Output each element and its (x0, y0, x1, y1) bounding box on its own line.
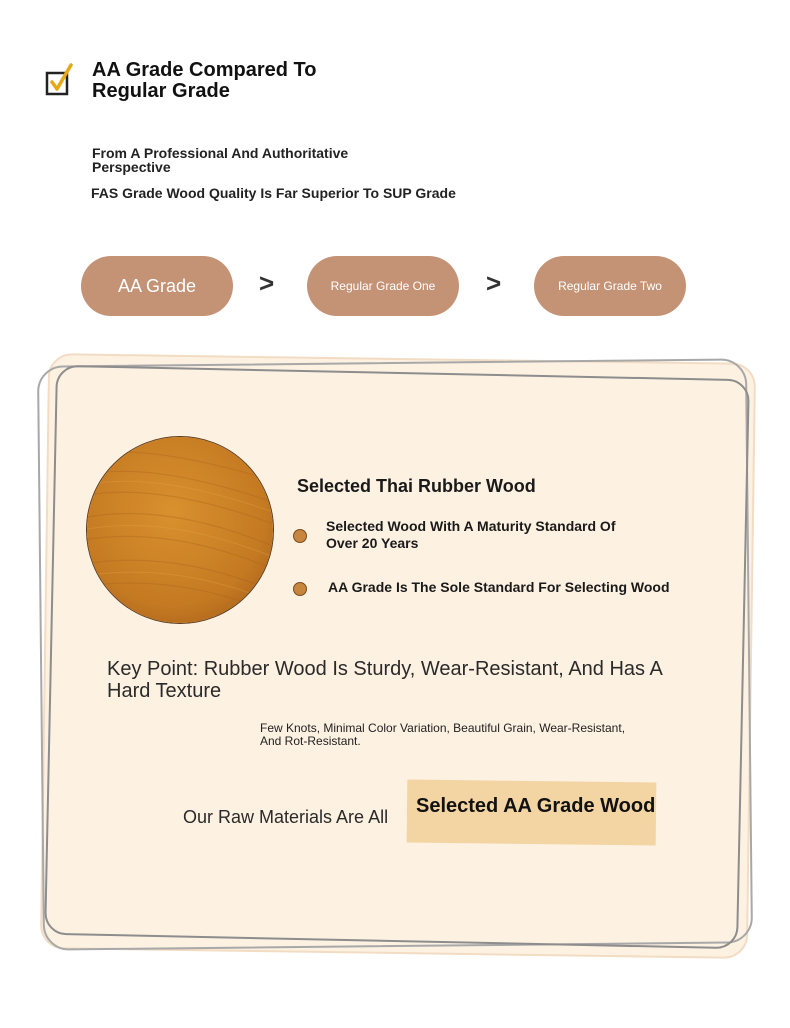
bullet-dot-icon (293, 529, 307, 543)
features-text: Few Knots, Minimal Color Variation, Beautiful Grain, Wear-Resistant, And Rot-Resistant. (260, 721, 626, 748)
raw-materials-value: Selected AA Grade Wood (416, 795, 656, 817)
checkbox-check-icon (44, 62, 76, 100)
raw-materials-label: Our Raw Materials Are All (183, 807, 389, 827)
grade-pill-regular-one: Regular Grade One (307, 256, 459, 316)
page-title: AA Grade Compared To Regular Grade (92, 59, 317, 102)
greater-than-separator: > (259, 268, 275, 298)
page-tagline: FAS Grade Wood Quality Is Far Superior To SUP Grade (91, 185, 456, 201)
key-point-heading: Key Point: Rubber Wood Is Sturdy, Wear-Resistant, And Has A Hard Texture (107, 658, 662, 702)
section-title: Selected Thai Rubber Wood (297, 476, 536, 496)
bullet-text: Selected Wood With A Maturity Standard Of Over 20 Years (326, 518, 616, 551)
bullet-text: AA Grade Is The Sole Standard For Selecting Wood (328, 579, 670, 595)
grade-pill-aa: AA Grade (81, 256, 233, 316)
wood-grain-image (86, 436, 274, 624)
grade-pill-regular-two: Regular Grade Two (534, 256, 686, 316)
page-subtitle: From A Professional And Authoritative Perspective (92, 145, 349, 175)
bullet-dot-icon (293, 582, 307, 596)
greater-than-separator: > (486, 268, 502, 298)
